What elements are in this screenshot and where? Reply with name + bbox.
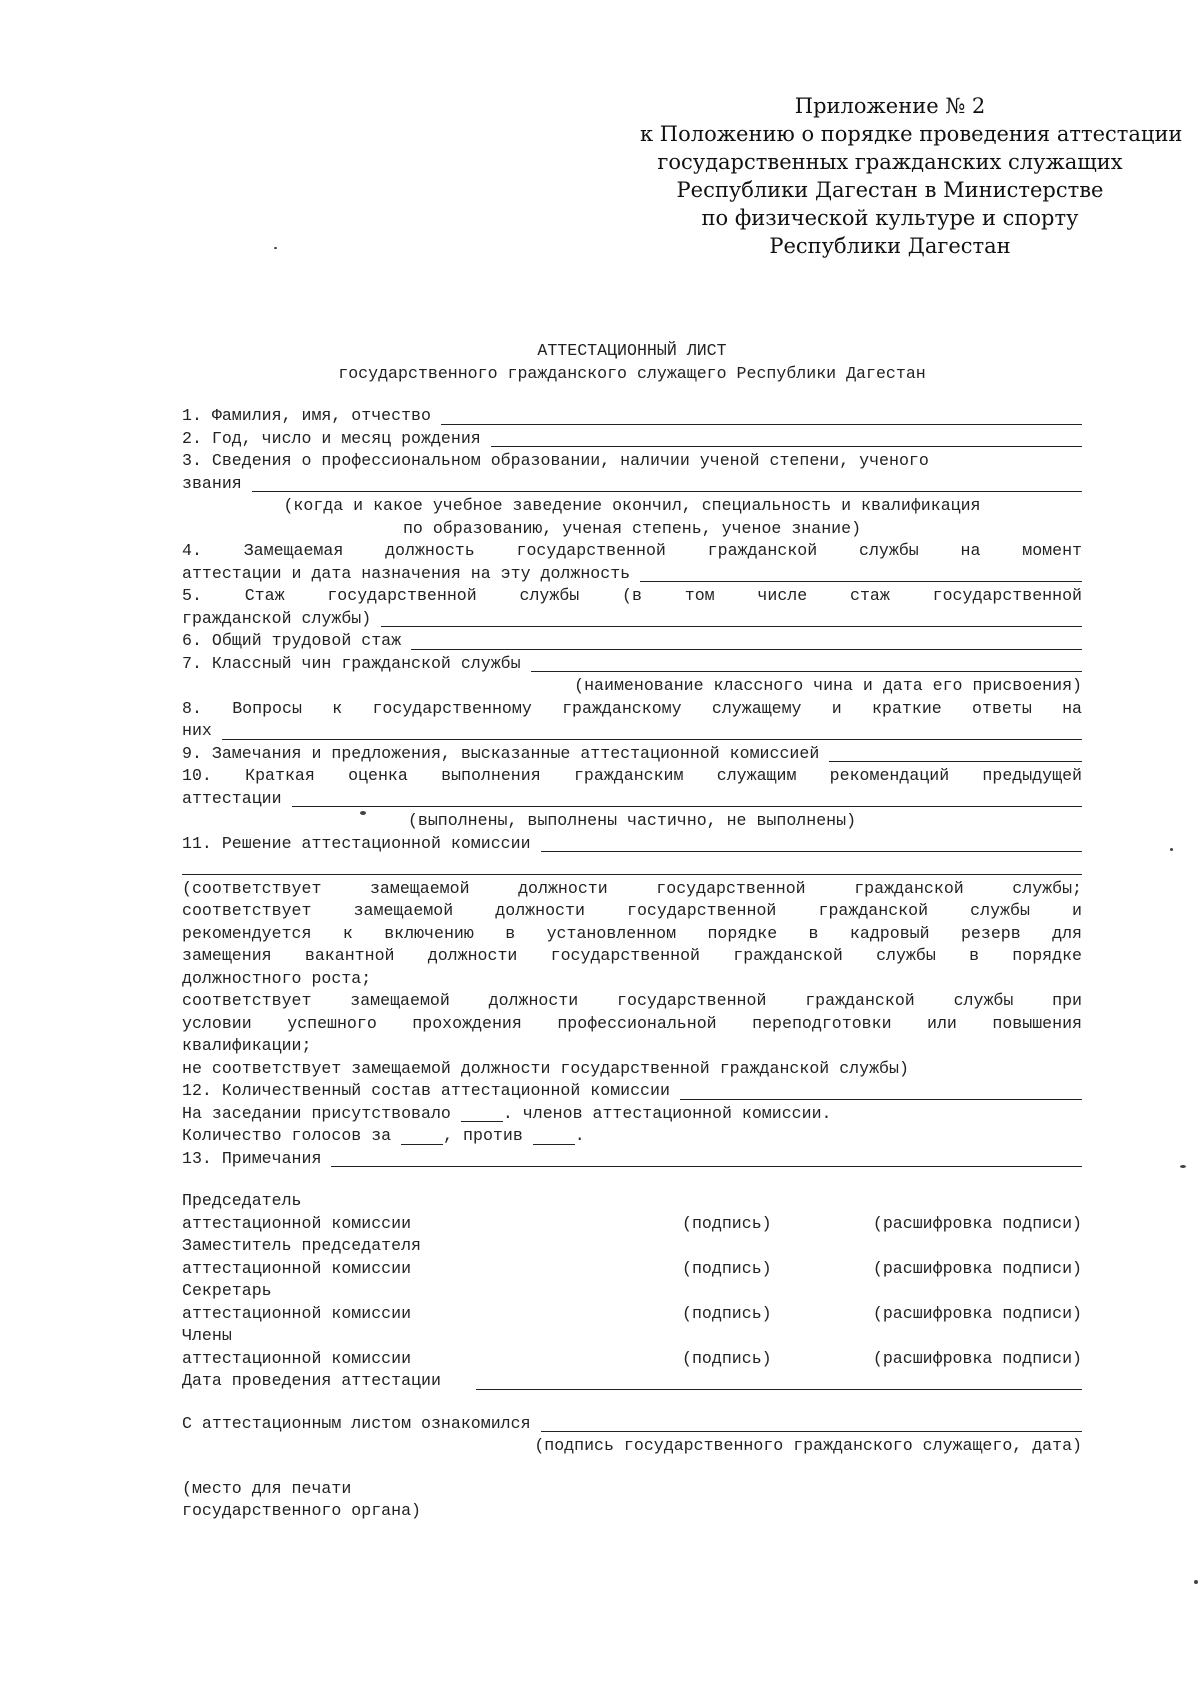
field-label: них [182,721,212,740]
field-present-members [182,1103,1082,1126]
spacer [182,1393,1082,1413]
field-label: звания [182,473,242,493]
education-input-line[interactable] [252,475,1082,492]
recommendations-hint: (выполнены, выполнены частично, не выполнены) [407,811,857,830]
field-service-length [182,608,1082,631]
annex-header [640,92,1183,260]
decision-extra-line-row [182,855,1082,878]
field-education-label: 3. Сведения о профессиональном образовании, наличии ученой степени, ученого [182,451,929,470]
signature-decode-placeholder[interactable]: (расшифровка подписи) [872,1213,1082,1233]
field-questions [182,720,1082,743]
field-questions-label: 8. Вопросы к государственному гражданскому служащему и краткие ответы на [182,698,1082,718]
signature-placeholder[interactable]: (подпись) [682,1348,772,1368]
notes-input-line[interactable] [331,1150,1082,1167]
spacer [182,1170,1082,1190]
field-label: С аттестационным листом ознакомился [182,1413,531,1433]
signature-decode-placeholder[interactable]: (расшифровка подписи) [872,1258,1082,1278]
full-name-input-line[interactable] [441,408,1082,425]
members-signature-row [182,1348,1082,1371]
field-label: 11. Решение аттестационной комиссии [182,833,531,853]
annex-line: по физической культуре и спорту [701,206,1079,230]
field-label: 1. Фамилия, имя, отчество [182,406,431,425]
decision-option: не соответствует замещаемой должности государственной гражданской службы) [182,1058,909,1078]
field-label: гражданской службы) [182,608,372,628]
field-label: . членов аттестационной комиссии. [502,1103,832,1123]
field-recommendations-label: 10. Краткая оценка выполнения гражданским служащим рекомендаций предыдущей [182,766,1082,785]
decision-option: должностного роста; [182,968,372,988]
attestation-sheet [182,340,1082,1523]
stamp-place: государственного органа) [182,1501,421,1520]
present-members-blank[interactable] [461,1105,503,1122]
field-votes [182,1125,1082,1148]
class-rank-hint: (наименование классного чина и дата его присвоения) [574,676,1082,695]
field-label: , против [443,1126,523,1145]
field-label: . [574,1126,585,1145]
decision-input-line[interactable] [541,835,1082,852]
decision-option: соответствует замещаемой должности государственной гражданской службы и [182,901,1082,920]
field-remarks [182,743,1082,766]
field-full-name [182,405,1082,428]
members-title: Члены [182,1326,232,1345]
signature-placeholder[interactable]: (подпись) [682,1213,772,1233]
commission-label: аттестационной комиссии [182,1303,412,1323]
annex-line: государственных гражданских служащих [657,150,1123,174]
field-education [182,473,1082,496]
education-hint: по образованию, ученая степень, ученое знание) [402,518,862,538]
field-birth-date [182,428,1082,451]
field-label: 7. Классный чин гражданской службы [182,653,521,673]
field-acknowledgement [182,1413,1082,1436]
commission-label: аттестационной комиссии [182,1213,412,1233]
spacer [182,385,1082,405]
field-total-experience [182,630,1082,653]
chair-signature-row [182,1213,1082,1236]
acknowledgement-hint: (подпись государственного гражданского служащего, дата) [534,1436,1082,1455]
attestation-date-input-line[interactable] [476,1373,1082,1390]
field-commission-size [182,1080,1082,1103]
field-label: 6. Общий трудовой стаж [182,631,402,650]
annex-line: Республики Дагестан [769,234,1011,258]
education-hint: (когда и какое учебное заведение окончил, специальность и квалификация [283,496,981,515]
questions-input-line[interactable] [222,723,1082,740]
birth-date-input-line[interactable] [491,430,1082,447]
doc-subtitle: государственного гражданского служащего Республики Дагестан [338,363,926,383]
secretary-signature-row [182,1303,1082,1326]
field-label: Дата проведения аттестации [182,1371,441,1390]
deputy-signature-row [182,1258,1082,1281]
field-label: 13. Примечания [182,1148,322,1168]
decision-option: соответствует замещаемой должности государственной гражданской службы при [182,991,1082,1010]
decision-option: квалификации; [182,1036,312,1055]
doc-title: АТТЕСТАЦИОННЫЙ ЛИСТ [537,341,727,360]
deputy-title: Заместитель председателя [182,1236,421,1255]
commission-size-input-line[interactable] [680,1083,1082,1100]
field-label: 12. Количественный состав аттестационной комиссии [182,1081,670,1100]
commission-label: аттестационной комиссии [182,1258,412,1278]
decision-option: (соответствует замещаемой должности государственной гражданской службы; [182,878,1082,898]
signature-placeholder[interactable]: (подпись) [682,1303,772,1323]
annex-line: Республики Дагестан в Министерстве [676,178,1104,202]
decision-extra-input-line[interactable] [182,858,1082,875]
field-label: 9. Замечания и предложения, высказанные аттестационной комиссией [182,743,820,763]
total-experience-input-line[interactable] [411,633,1082,650]
commission-label: аттестационной комиссии [182,1348,412,1368]
stamp-place: (место для печати [182,1478,352,1498]
signature-decode-placeholder[interactable]: (расшифровка подписи) [872,1348,1082,1368]
scan-speck [1170,848,1173,851]
field-class-rank [182,653,1082,676]
field-notes [182,1148,1082,1171]
decision-option: замещения вакантной должности государственной гражданской службы в порядке [182,946,1082,965]
annex-line: к Положению о порядке проведения аттестации [640,122,1183,146]
field-recommendations [182,788,1082,811]
scan-speck [360,811,366,815]
chair-title: Председатель [182,1191,302,1210]
secretary-title: Секретарь [182,1281,272,1300]
service-length-input-line[interactable] [381,610,1082,627]
field-label: аттестации и дата назначения на эту должность [182,563,631,583]
signature-placeholder[interactable]: (подпись) [682,1258,772,1278]
field-decision [182,833,1082,856]
votes-for-blank[interactable] [401,1128,443,1145]
decision-option: условии успешного прохождения профессиональной переподготовки или повышения [182,1013,1082,1033]
field-service-length-label: 5. Стаж государственной службы (в том числе стаж государственной [182,586,1082,605]
field-position-label: 4. Замещаемая должность государственной гражданской службы на момент [182,541,1082,560]
annex-line: Приложение № 2 [794,94,986,118]
position-input-line[interactable] [640,565,1082,582]
field-label: аттестации [182,788,282,808]
field-position [182,563,1082,586]
field-label: 2. Год, число и месяц рождения [182,428,481,448]
field-label: Количество голосов за [182,1126,392,1145]
field-label: На заседании присутствовало [182,1103,451,1123]
signature-decode-placeholder[interactable]: (расшифровка подписи) [872,1303,1082,1323]
votes-against-blank[interactable] [533,1128,575,1145]
scan-speck [1180,1165,1186,1168]
scan-speck [274,247,277,249]
acknowledgement-input-line[interactable] [541,1415,1082,1432]
spacer [182,1458,1082,1478]
scan-speck [1194,1580,1198,1584]
decision-option: рекомендуется к включению в установленном порядке в кадровый резерв для [182,923,1082,943]
remarks-input-line[interactable] [829,745,1082,762]
class-rank-input-line[interactable] [531,655,1082,672]
field-attestation-date [182,1370,1082,1393]
recommendations-input-line[interactable] [292,790,1082,807]
